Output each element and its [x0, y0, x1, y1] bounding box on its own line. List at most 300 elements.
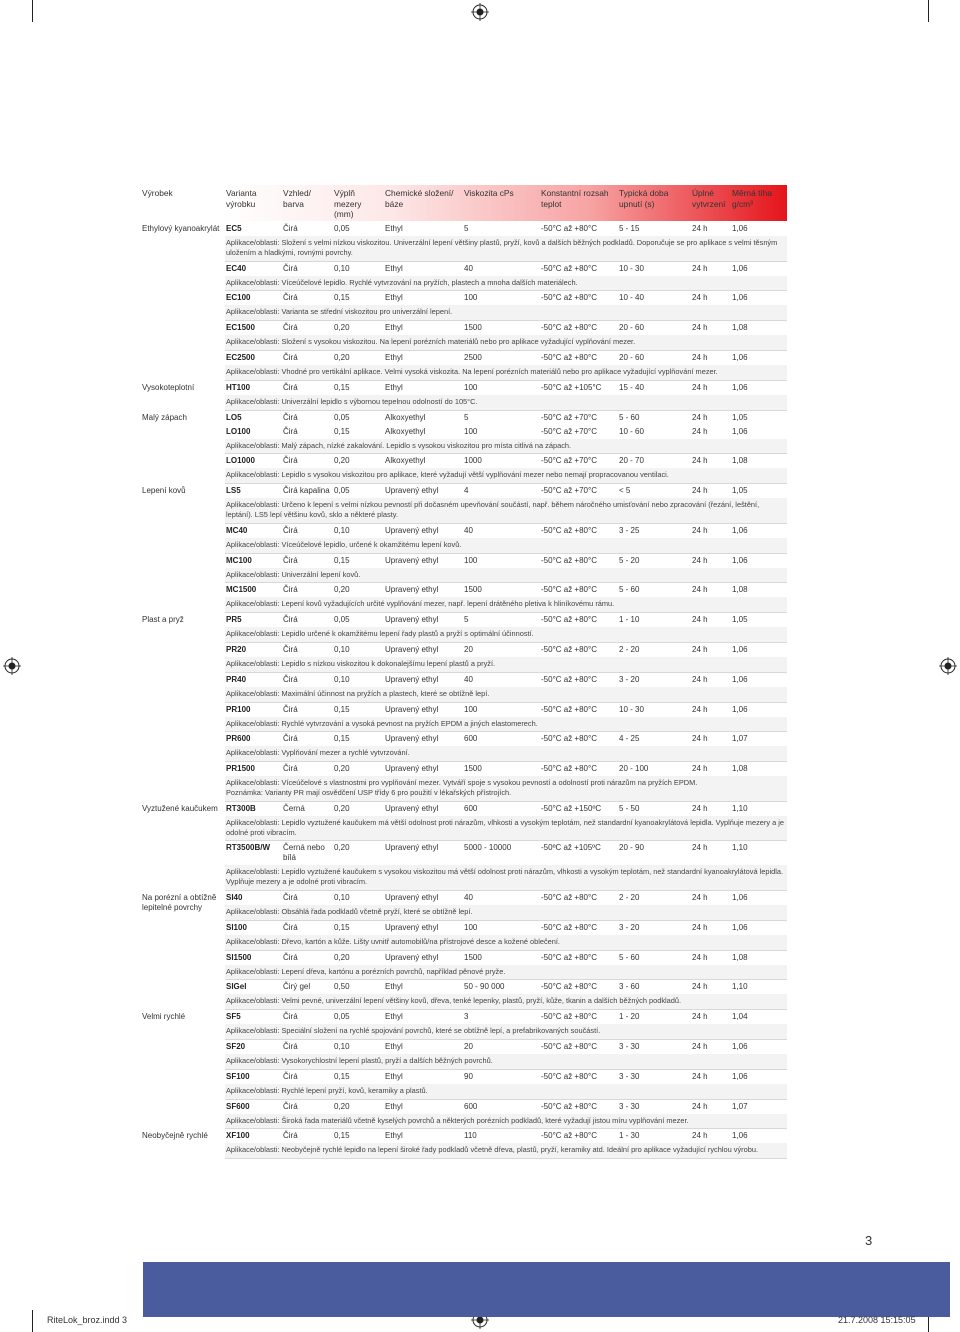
full-cure-cell: 24 h [692, 1041, 708, 1051]
table-row [140, 381, 787, 395]
chem-cell: Ethyl [385, 982, 403, 992]
application-note: Aplikace/oblasti: Víceúčelové s vlastnostmi pro vyplňování mezer. Vytváří spoje s vysokou pevností a odolností proti nárazům na pryžích EPDM. Poznámka: Varianty PR mají osvědčení USP třídy 6 pro použití v lékařských přístrojích. [225, 776, 787, 802]
header-chem: Chemické složení/ báze [385, 188, 454, 209]
set-time-cell: 2 - 20 [619, 644, 640, 654]
page-number: 3 [865, 1233, 873, 1248]
variant-code: SF600 [226, 1101, 250, 1111]
variant-code: EC5 [226, 224, 242, 233]
chem-cell: Upravený ethyl [385, 922, 439, 932]
density-cell: 1,10 [732, 982, 748, 992]
table-row [140, 1100, 787, 1114]
look-cell: Čirá [283, 323, 298, 333]
full-cure-cell: 24 h [692, 293, 708, 303]
set-time-cell: 10 - 30 [619, 263, 644, 273]
application-note: Aplikace/oblasti: Lepidlo s nízkou viskozitou k dokonalejšímu lepení plastů a pryží. [225, 657, 787, 673]
gap-cell: 0,20 [334, 323, 350, 333]
application-note: Aplikace/oblasti: Vhodné pro vertikální aplikace. Velmi vysoká viskozita. Na lepení porézních materiálů nebo pro aplikace vyžadující vyplňování mezer. [225, 365, 787, 381]
look-cell: Čirá [283, 615, 298, 625]
density-cell: 1,06 [732, 382, 748, 392]
visc-cell: 5000 - 10000 [464, 843, 512, 853]
table-row [140, 262, 787, 276]
visc-cell: 4 [464, 486, 469, 496]
variant-code: PR40 [226, 674, 247, 684]
registration-mark-icon [939, 657, 957, 675]
gap-cell: 0,05 [334, 615, 350, 625]
full-cure-cell: 24 h [692, 323, 708, 333]
trim-mark [32, 0, 33, 22]
slug-timestamp: 21.7.2008 15:15:05 [838, 1315, 916, 1325]
gap-cell: 0,15 [334, 1071, 350, 1081]
variant-code: HT100 [226, 382, 251, 392]
chem-cell: Upravený ethyl [385, 585, 439, 595]
application-note: Aplikace/oblasti: Vysokorychlostní lepení plastů, pryží a dalších běžných povrchů. [225, 1054, 787, 1070]
set-time-cell: 15 - 40 [619, 382, 644, 392]
look-cell: Čirá [283, 892, 298, 902]
gap-cell: 0,15 [334, 1131, 350, 1141]
set-time-cell: 5 - 15 [619, 224, 640, 233]
temp-cell: -50°C až +150ºC [541, 803, 602, 813]
variant-code: SI1500 [226, 952, 252, 962]
full-cure-cell: 24 h [692, 734, 708, 744]
table-row [140, 951, 787, 965]
table-row [140, 732, 787, 746]
gap-cell: 0,15 [334, 293, 350, 303]
registration-mark-icon [3, 657, 21, 675]
density-cell: 1,06 [732, 922, 748, 932]
temp-cell: -50°C až +80°C [541, 952, 597, 962]
full-cure-cell: 24 h [692, 263, 708, 273]
set-time-cell: 20 - 100 [619, 764, 649, 774]
chem-cell: Ethyl [385, 1012, 403, 1022]
visc-cell: 5 [464, 615, 469, 625]
table-row [140, 554, 787, 568]
gap-cell: 0,10 [334, 644, 350, 654]
variant-code: MC40 [226, 525, 248, 535]
application-note: Aplikace/oblasti: Lepení dřeva, kartónu a porézních povrchů, například pěnové pryže. [225, 965, 787, 981]
temp-cell: -50°C až +80°C [541, 525, 597, 535]
header-variant: Varianta výrobku [226, 188, 257, 209]
table-row [140, 321, 787, 335]
visc-cell: 600 [464, 734, 478, 744]
application-note: Aplikace/oblasti: Dřevo, kartón a kůže. Lišty uvnitř automobilů/na přístrojové desce a kožené oblečení. [225, 935, 787, 951]
chem-cell: Ethyl [385, 224, 403, 233]
header-full: Úplné vytvrzení [692, 188, 726, 209]
gap-cell: 0,10 [334, 525, 350, 535]
look-cell: Čirá [283, 952, 298, 962]
density-cell: 1,05 [732, 615, 748, 625]
chem-cell: Upravený ethyl [385, 555, 439, 565]
density-cell: 1,04 [732, 1012, 748, 1022]
chem-cell: Ethyl [385, 1041, 403, 1051]
gap-cell: 0,15 [334, 704, 350, 714]
set-time-cell: 5 - 50 [619, 803, 640, 813]
application-note: Aplikace/oblasti: Varianta se střední viskozitou pro univerzální lepení. [225, 305, 787, 321]
table-row [140, 524, 787, 538]
table-row [140, 921, 787, 935]
chem-cell: Upravený ethyl [385, 734, 439, 744]
category-cell: Neobyčejně rychlé [142, 1131, 208, 1141]
look-cell: Čirá [283, 922, 298, 932]
table-row [140, 411, 787, 425]
table-row [140, 673, 787, 687]
application-note: Aplikace/oblasti: Malý zápach, nízké zakalování. Lepidlo s vysokou viskozitou pro místa citlivá na zápach. [225, 439, 787, 455]
full-cure-cell: 24 h [692, 1071, 708, 1081]
temp-cell: -50°C až +80°C [541, 1071, 597, 1081]
temp-cell: -50°C až +80°C [541, 734, 597, 744]
visc-cell: 100 [464, 555, 478, 565]
visc-cell: 1000 [464, 456, 482, 466]
look-cell: Čirá [283, 674, 298, 684]
table-row [140, 222, 787, 236]
gap-cell: 0,10 [334, 263, 350, 273]
temp-cell: -50°C až +80°C [541, 982, 597, 992]
full-cure-cell: 24 h [692, 426, 708, 436]
variant-code: LO5 [226, 412, 242, 422]
gap-cell: 0,20 [334, 952, 350, 962]
density-cell: 1,06 [732, 525, 748, 535]
visc-cell: 1500 [464, 323, 482, 333]
full-cure-cell: 24 h [692, 892, 708, 902]
full-cure-cell: 24 h [692, 382, 708, 392]
table-row [140, 454, 787, 468]
full-cure-cell: 24 h [692, 764, 708, 774]
table-row [140, 802, 787, 816]
temp-cell: -50°C až +80°C [541, 1012, 597, 1022]
visc-cell: 110 [464, 1131, 477, 1141]
density-cell: 1,06 [732, 1131, 748, 1141]
full-cure-cell: 24 h [692, 352, 708, 362]
look-cell: Čirá [283, 1041, 298, 1051]
gap-cell: 0,15 [334, 426, 350, 436]
look-cell: Čirá [283, 352, 298, 362]
look-cell: Čirá [283, 734, 298, 744]
gap-cell: 0,10 [334, 1041, 350, 1051]
header-dens: Měrná tíha g/cm³ [732, 188, 773, 209]
application-note: Aplikace/oblasti: Lepidlo s vysokou viskozitou pro aplikace, které vyžadují větší vyplňování mezer nebo nemají propracovanou ventilaci. [225, 468, 787, 484]
look-cell: Čirá [283, 1071, 298, 1081]
look-cell: Čirá [283, 293, 298, 303]
application-note: Aplikace/oblasti: Lepidlo vyztužené kaučukem s vysokou viskozitou má větší odolnost proti nárazům, vlhkosti a vysokým teplotám, než standardní kyanoakrylátová lepidla. Vyplňuje mezery a je odolné proti vibracím. [225, 865, 787, 891]
full-cure-cell: 24 h [692, 922, 708, 932]
density-cell: 1,06 [732, 352, 748, 362]
category-cell: Vyztužené kaučukem [142, 803, 218, 813]
full-cure-cell: 24 h [692, 1131, 708, 1141]
temp-cell: -50°C až +80°C [541, 615, 597, 625]
visc-cell: 20 [464, 1041, 473, 1051]
table-row [140, 425, 787, 439]
full-cure-cell: 24 h [692, 803, 708, 813]
trim-mark [928, 0, 929, 22]
visc-cell: 3 [464, 1012, 469, 1022]
visc-cell: 1500 [464, 952, 482, 962]
set-time-cell: 3 - 20 [619, 674, 640, 684]
table-row [140, 351, 787, 365]
variant-code: RT3500B/W [226, 843, 271, 853]
set-time-cell: 3 - 30 [619, 1071, 640, 1081]
gap-cell: 0,05 [334, 412, 350, 422]
temp-cell: -50°C až +105°C [541, 382, 602, 392]
variant-code: EC2500 [226, 352, 255, 362]
density-cell: 1,07 [732, 1101, 748, 1111]
visc-cell: 100 [464, 922, 478, 932]
variant-code: LO100 [226, 426, 251, 436]
look-cell: Čirá [283, 555, 298, 565]
density-cell: 1,08 [732, 952, 748, 962]
visc-cell: 100 [464, 293, 478, 303]
gap-cell: 0,20 [334, 585, 350, 595]
set-time-cell: 5 - 20 [619, 555, 640, 565]
visc-cell: 5 [464, 224, 469, 233]
application-note: Aplikace/oblasti: Univerzální lepení kovů. [225, 568, 787, 584]
header-product: Výrobek [142, 188, 173, 198]
look-cell: Čirá [283, 412, 298, 422]
category-cell: Lepení kovů [142, 486, 186, 496]
set-time-cell: 3 - 30 [619, 1041, 640, 1051]
application-note: Aplikace/oblasti: Rychlé vytvrzování a vysoká pevnost na pryžích EPDM a jiných elastomerech. [225, 717, 787, 733]
set-time-cell: 10 - 40 [619, 293, 644, 303]
gap-cell: 0,15 [334, 382, 350, 392]
temp-cell: -50°C až +80°C [541, 1131, 597, 1141]
full-cure-cell: 24 h [692, 615, 708, 625]
chem-cell: Ethyl [385, 293, 403, 303]
temp-cell: -50°C až +80°C [541, 704, 597, 714]
chem-cell: Upravený ethyl [385, 704, 439, 714]
header-gap: Výplň mezery (mm) [334, 188, 362, 219]
variant-code: PR1500 [226, 764, 255, 774]
chem-cell: Upravený ethyl [385, 674, 439, 684]
full-cure-cell: 24 h [692, 555, 708, 565]
header-visc: Viskozita cPs [464, 188, 514, 198]
category-cell: Velmi rychlé [142, 1012, 186, 1022]
full-cure-cell: 24 h [692, 674, 708, 684]
application-note: Aplikace/oblasti: Lepení kovů vyžadujících určité vyplňování mezer, např. lepení drátěného pletiva k hliníkovému rámu. [225, 597, 787, 613]
look-cell: Čirá [283, 585, 298, 595]
full-cure-cell: 24 h [692, 1101, 708, 1111]
table-row [140, 583, 787, 597]
chem-cell: Upravený ethyl [385, 803, 439, 813]
look-cell: Čirá [283, 764, 298, 774]
temp-cell: -50°C až +80°C [541, 224, 597, 233]
application-note: Aplikace/oblasti: Lepidlo vyztužené kaučukem má větší odolnost proti nárazům, vlhkosti a vysokým teplotám, než standardní kyanoakrylátová lepidla. Vyplňuje mezery a je odolné proti vibracím. [225, 816, 787, 842]
temp-cell: -50ºC až +105ºC [541, 843, 601, 853]
temp-cell: -50°C až +80°C [541, 922, 597, 932]
application-note: Aplikace/oblasti: Univerzální lepidlo s výbornou tepelnou odolností do 105°C. [225, 395, 787, 411]
table-row [140, 980, 787, 994]
variant-code: RT300B [226, 803, 256, 813]
gap-cell: 0,50 [334, 982, 350, 992]
visc-cell: 40 [464, 674, 473, 684]
full-cure-cell: 24 h [692, 644, 708, 654]
set-time-cell: 3 - 25 [619, 525, 640, 535]
variant-code: SF5 [226, 1012, 241, 1022]
set-time-cell: < 5 [619, 486, 631, 496]
density-cell: 1,08 [732, 323, 748, 333]
temp-cell: -50°C až +70°C [541, 486, 597, 496]
temp-cell: -50°C až +80°C [541, 674, 597, 684]
density-cell: 1,06 [732, 426, 748, 436]
category-cell: Na porézní a obtížně lepitelné povrchy [142, 892, 217, 912]
chem-cell: Ethyl [385, 323, 403, 333]
header-temp: Konstantní rozsah teplot [541, 188, 609, 209]
set-time-cell: 3 - 30 [619, 1101, 640, 1111]
density-cell: 1,08 [732, 585, 748, 595]
look-cell: Čirá [283, 263, 298, 273]
application-note: Aplikace/oblasti: Složení s vysokou viskozitou. Na lepení porézních materiálů nebo pro aplikace vyžadující vyplňování mezer. [225, 335, 787, 351]
temp-cell: -50°C až +80°C [541, 1041, 597, 1051]
table-row [140, 1010, 787, 1024]
application-note: Aplikace/oblasti: Obsáhlá řada podkladů včetně pryží, které se obtížně lepí. [225, 905, 787, 921]
table-row [140, 1070, 787, 1084]
variant-code: EC100 [226, 293, 251, 303]
set-time-cell: 20 - 60 [619, 352, 644, 362]
set-time-cell: 5 - 60 [619, 585, 640, 595]
application-note: Aplikace/oblasti: Velmi pevné, univerzální lepení většiny kovů, dřeva, tenké lepenky, plastů, pryží, kůže, tkanin a dalších běžných podkladů. [225, 994, 787, 1010]
application-note: Aplikace/oblasti: Víceúčelové lepidlo, určené k okamžitému lepení kovů. [225, 538, 787, 554]
density-cell: 1,10 [732, 803, 748, 813]
set-time-cell: 1 - 10 [619, 615, 640, 625]
trim-mark [32, 1310, 33, 1332]
temp-cell: -50°C až +80°C [541, 293, 597, 303]
header-set: Typická doba upnutí (s) [619, 188, 669, 209]
full-cure-cell: 24 h [692, 412, 708, 422]
visc-cell: 5 [464, 412, 469, 422]
density-cell: 1,06 [732, 674, 748, 684]
chem-cell: Upravený ethyl [385, 843, 439, 853]
category-cell: Malý zápach [142, 412, 187, 422]
application-note: Aplikace/oblasti: Složení s velmi nízkou viskozitou. Univerzální lepení většiny plastů, pryží, kovů a dalších běžných podkladů. Doporučuje se pro aplikace s velmi těsným uložením a hladkými, rovnými povrchy. [225, 236, 787, 262]
set-time-cell: 1 - 20 [619, 1012, 640, 1022]
full-cure-cell: 24 h [692, 843, 708, 853]
chem-cell: Upravený ethyl [385, 644, 439, 654]
application-note: Aplikace/oblasti: Víceúčelové lepidlo. Rychlé vytvrzování na pryžích, plastech a mnoha dalších materiálech. [225, 276, 787, 292]
table-row [140, 1129, 787, 1143]
look-cell: Čirá [283, 1012, 298, 1022]
set-time-cell: 4 - 25 [619, 734, 640, 744]
density-cell: 1,06 [732, 293, 748, 303]
gap-cell: 0,15 [334, 922, 350, 932]
full-cure-cell: 24 h [692, 704, 708, 714]
full-cure-cell: 24 h [692, 224, 708, 233]
chem-cell: Upravený ethyl [385, 525, 439, 535]
category-cell: Vysokoteplotní [142, 382, 195, 392]
application-note: Aplikace/oblasti: Maximální účinnost na pryžích a plastech, které se obtížně lepí. [225, 687, 787, 703]
set-time-cell: 3 - 20 [619, 922, 640, 932]
visc-cell: 90 [464, 1071, 473, 1081]
visc-cell: 100 [464, 382, 478, 392]
variant-code: SIGel [226, 982, 247, 992]
header-look: Vzhled/ barva [283, 188, 311, 209]
chem-cell: Ethyl [385, 263, 403, 273]
density-cell: 1,07 [732, 734, 748, 744]
application-note: Aplikace/oblasti: Lepidlo určené k okamžitému lepení řady plastů a pryží s optimální účinností. [225, 627, 787, 643]
temp-cell: -50°C až +80°C [541, 764, 597, 774]
temp-cell: -50°C až +80°C [541, 644, 597, 654]
full-cure-cell: 24 h [692, 456, 708, 466]
set-time-cell: 3 - 60 [619, 982, 640, 992]
density-cell: 1,06 [732, 704, 748, 714]
application-note: Aplikace/oblasti: Neobyčejně rychlé lepidlo na lepení široké řady podkladů včetně dřeva, plastů, pryží, keramiky atd. Ideální pro aplikace vyžadující rychlou výrobu. [225, 1143, 787, 1159]
look-cell: Čirá [283, 456, 298, 466]
density-cell: 1,06 [732, 644, 748, 654]
full-cure-cell: 24 h [692, 952, 708, 962]
chem-cell: Ethyl [385, 1071, 403, 1081]
look-cell: Čirá [283, 1101, 298, 1111]
density-cell: 1,06 [732, 555, 748, 565]
gap-cell: 0,20 [334, 352, 350, 362]
density-cell: 1,05 [732, 486, 748, 496]
set-time-cell: 20 - 70 [619, 456, 644, 466]
category-cell: Plast a pryž [142, 615, 184, 625]
density-cell: 1,06 [732, 224, 748, 233]
table-row [140, 643, 787, 657]
variant-code: EC1500 [226, 323, 255, 333]
temp-cell: -50°C až +80°C [541, 352, 597, 362]
gap-cell: 0,10 [334, 674, 350, 684]
gap-cell: 0,20 [334, 803, 350, 813]
look-cell: Čirá kapalina [283, 486, 330, 496]
category-cell: Ethylový kyanoakrylát [142, 224, 220, 233]
variant-code: LO1000 [226, 456, 255, 466]
gap-cell: 0,15 [334, 734, 350, 744]
look-cell: Čirá [283, 525, 298, 535]
variant-code: LS5 [226, 486, 241, 496]
table-row [140, 762, 787, 776]
chem-cell: Upravený ethyl [385, 892, 439, 902]
variant-code: XF100 [226, 1131, 250, 1141]
temp-cell: -50°C až +70°C [541, 426, 597, 436]
visc-cell: 1500 [464, 585, 482, 595]
full-cure-cell: 24 h [692, 585, 708, 595]
visc-cell: 100 [464, 704, 478, 714]
temp-cell: -50°C až +80°C [541, 1101, 597, 1111]
variant-code: PR100 [226, 704, 251, 714]
density-cell: 1,08 [732, 764, 748, 774]
look-cell: Čirá [283, 382, 298, 392]
variant-code: SF20 [226, 1041, 246, 1051]
chem-cell: Ethyl [385, 1131, 403, 1141]
visc-cell: 40 [464, 263, 473, 273]
product-table [140, 222, 787, 1159]
chem-cell: Alkoxyethyl [385, 426, 426, 436]
chem-cell: Ethyl [385, 1101, 403, 1111]
gap-cell: 0,05 [334, 224, 350, 233]
look-cell: Čirá [283, 704, 298, 714]
visc-cell: 40 [464, 892, 473, 902]
look-cell: Černá [283, 803, 305, 813]
visc-cell: 2500 [464, 352, 482, 362]
visc-cell: 50 - 90 000 [464, 982, 505, 992]
slug-filename: RiteLok_broz.indd 3 [47, 1315, 128, 1325]
density-cell: 1,06 [732, 1041, 748, 1051]
variant-code: SI100 [226, 922, 247, 932]
density-cell: 1,08 [732, 456, 748, 466]
variant-code: SI40 [226, 892, 243, 902]
look-cell: Čirá [283, 1131, 298, 1141]
density-cell: 1,10 [732, 843, 748, 853]
application-note: Aplikace/oblasti: Vyplňování mezer a rychlé vytvrzování. [225, 746, 787, 762]
table-row [140, 613, 787, 627]
variant-code: SF100 [226, 1071, 250, 1081]
temp-cell: -50°C až +70°C [541, 412, 597, 422]
table-header [140, 185, 787, 221]
set-time-cell: 5 - 60 [619, 952, 640, 962]
gap-cell: 0,20 [334, 456, 350, 466]
visc-cell: 100 [464, 426, 478, 436]
chem-cell: Upravený ethyl [385, 764, 439, 774]
visc-cell: 1500 [464, 764, 482, 774]
table-row [140, 484, 787, 498]
application-note: Aplikace/oblasti: Speciální složení na rychlé spojování povrchů, které se obtížně lepí, a prefabrikovaných součástí. [225, 1024, 787, 1040]
